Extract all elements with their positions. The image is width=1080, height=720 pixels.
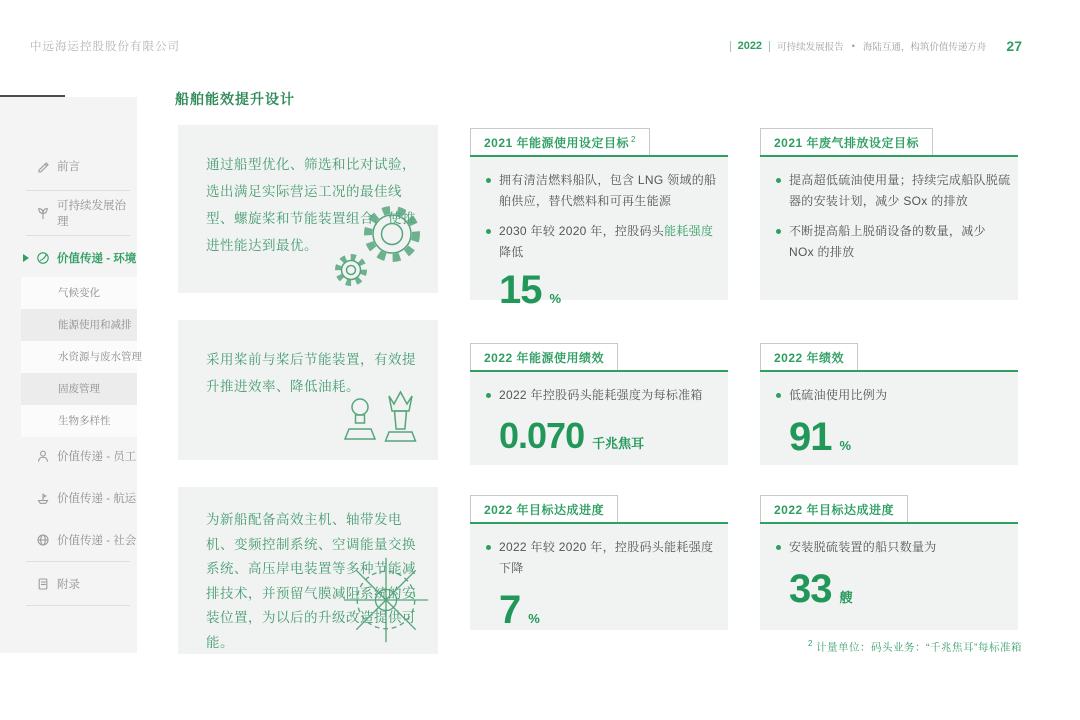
- bullet-item: 不断提高船上脱硝设备的数量，减少 NOx 的排放: [776, 221, 1012, 263]
- card-2022-performance: [760, 343, 1018, 465]
- card-2022-energy-progress: [470, 495, 728, 630]
- kpi-value: 91 %: [789, 415, 852, 459]
- sidebar-item-label: 附录: [57, 579, 80, 591]
- document-icon: [36, 577, 50, 591]
- feature-box-hull-design: [178, 125, 438, 293]
- page-number: 27: [1006, 38, 1022, 54]
- card-title-tab: 2022 年目标达成进度: [470, 495, 618, 522]
- bullet-item: 低硫油使用比例为: [776, 385, 1012, 406]
- footnote: $^2$ 计量单位：码头业务：“千兆焦耳”每标准箱: [808, 639, 1022, 654]
- section-title: 船舶能效提升设计: [175, 91, 295, 107]
- sidebar-divider: [26, 561, 130, 562]
- chess-pieces-icon: [336, 376, 424, 452]
- feature-text: 采用桨前与桨后节能装置，有效提升推进效率、降低油耗。: [206, 352, 416, 394]
- sidebar-item-governance[interactable]: [0, 200, 137, 228]
- feature-text: 为新船配备高效主机、轴带发电机、变频控制系统、空调能量交换系统、高压岸电装置等多种节能减排技术，并预留气膜减阻系统的安装位置，为以后的升级改造提供可能。: [206, 512, 416, 650]
- report-year: 2022: [737, 40, 763, 52]
- sidebar-item-society[interactable]: [0, 529, 137, 551]
- subitem-climate-change[interactable]: 气候变化: [58, 287, 100, 299]
- sidebar-item-label: 价值传递 - 社会: [57, 535, 137, 547]
- bullet-item: 2022 年控股码头能耗强度为每标准箱: [486, 385, 722, 406]
- sidebar-item-label: 价值传递 - 航运: [57, 493, 137, 505]
- footnote-marker: 2: [808, 639, 813, 648]
- card-title-tab: 2022 年绩效: [760, 343, 858, 370]
- highlighted-term: 能耗强度: [664, 224, 714, 238]
- kpi-value: 33 艘: [789, 567, 853, 611]
- subitem-biodiversity[interactable]: 生物多样性: [58, 415, 111, 427]
- bullet-dot: [776, 178, 781, 183]
- active-arrow-icon: [23, 254, 29, 262]
- bullet-dot: [486, 229, 491, 234]
- card-body: [760, 157, 1018, 300]
- person-icon: [36, 449, 50, 463]
- card-body: [760, 372, 1018, 465]
- ship-helm-icon: [340, 554, 432, 646]
- leaf-globe-icon: [36, 251, 50, 265]
- bullet-dot: [776, 545, 781, 550]
- card-2022-energy-performance: [470, 343, 728, 465]
- divider-line: [730, 41, 731, 52]
- feature-text: 通过船型优化、筛选和比对试验，选出满足实际营运工况的最佳线型、螺旋桨和节能装置组合，使推进性能达到最优。: [206, 157, 416, 253]
- subitem-energy-use[interactable]: 能源使用和减排: [21, 309, 137, 341]
- sidebar-item-shipping[interactable]: [0, 487, 137, 509]
- kpi-value: 15 %: [499, 268, 562, 312]
- bullet-item: 提高超低硫油使用量；持续完成船队脱硫器的安装计划，减少 SOx 的排放: [776, 170, 1012, 212]
- subitem-solid-waste[interactable]: 固废管理: [21, 373, 137, 405]
- report-subtitle: 海陆互通，构筑价值传递方舟: [862, 42, 987, 53]
- sidebar-item-label: 可持续发展治理: [57, 200, 126, 228]
- card-body: [760, 524, 1018, 630]
- card-title-tab: 2022 年目标达成进度: [760, 495, 908, 522]
- report-title: 可持续发展报告: [777, 42, 844, 53]
- bullet-dot: [776, 393, 781, 398]
- feature-box-propeller: [178, 320, 438, 460]
- page-header: [723, 38, 1022, 54]
- sidebar-item-label: 前言: [57, 161, 80, 173]
- subitem-water[interactable]: 水资源与废水管理: [58, 351, 142, 363]
- sidebar-item-foreword[interactable]: [0, 155, 137, 177]
- sidebar-item-environment[interactable]: [0, 247, 137, 269]
- sprout-icon: [36, 206, 50, 220]
- footnote-ref: 2: [631, 135, 636, 144]
- card-2021-emission-target: [760, 128, 1018, 300]
- sidebar-item-label: 价值传递 - 环境: [57, 253, 137, 265]
- separator-dot: •: [851, 40, 855, 52]
- bullet-dot: [776, 229, 781, 234]
- sidebar-item-appendix[interactable]: [0, 573, 137, 595]
- card-body: [470, 524, 728, 630]
- bullet-item: 2030 年较 2020 年，控股码头能耗强度降低: [486, 221, 722, 263]
- bullet-item: 安装脱硫装置的船只数量为: [776, 537, 1012, 558]
- bullet-dot: [486, 545, 491, 550]
- card-title-tab: 2021 年能源使用设定目标 $^2$: [470, 128, 650, 155]
- bullet-item: 拥有清洁燃料船队，包含 LNG 领域的船舶供应，替代燃料和可再生能源: [486, 170, 722, 212]
- sidebar-divider: [26, 235, 130, 236]
- company-name: 中远海运控股股份有限公司: [30, 41, 180, 53]
- card-title-tab: 2022 年能源使用绩效: [470, 343, 618, 370]
- card-body: [470, 157, 728, 312]
- sidebar-item-label: 价值传递 - 员工: [57, 451, 137, 463]
- divider-line: [769, 41, 770, 52]
- environment-submenu: [21, 277, 142, 437]
- pen-icon: [36, 159, 50, 173]
- bullet-dot: [486, 178, 491, 183]
- sidebar-nav: [0, 97, 142, 653]
- sidebar-divider: [26, 605, 130, 606]
- kpi-value: 0.070 千兆焦耳: [499, 415, 645, 456]
- ship-icon: [36, 491, 50, 505]
- bullet-item: 2022 年较 2020 年，控股码头能耗强度下降: [486, 537, 722, 579]
- card-2022-emission-progress: [760, 495, 1018, 630]
- globe-icon: [36, 533, 50, 547]
- card-body: [470, 372, 728, 465]
- bullet-dot: [486, 393, 491, 398]
- sidebar-divider: [26, 190, 130, 191]
- feature-box-new-ship-equipment: [178, 487, 438, 654]
- gears-icon: [330, 197, 430, 289]
- card-title-tab: 2021 年废气排放设定目标: [760, 128, 933, 155]
- kpi-value: 7 %: [499, 588, 540, 632]
- sidebar-item-employees[interactable]: [0, 445, 137, 467]
- card-2021-energy-target: [470, 128, 728, 312]
